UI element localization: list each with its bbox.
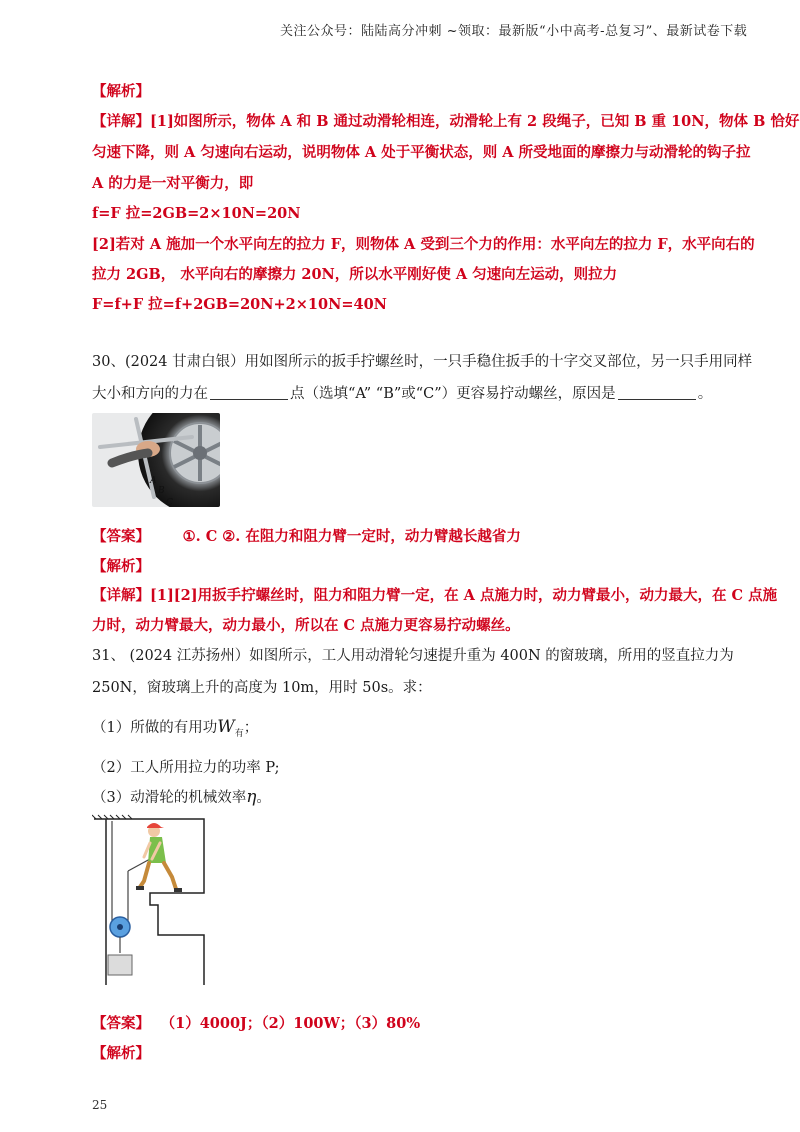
analysis-label: 【解析】 <box>92 558 150 575</box>
pulley-figure <box>92 813 212 985</box>
sub-question-text: 。 <box>256 790 271 806</box>
answer-label: 【答案】 <box>92 528 150 545</box>
analysis-label: 【解析】 <box>92 1045 150 1062</box>
sub-question-1 <box>92 716 258 739</box>
question-31-line2: 250N，窗玻璃上升的高度为 10m，用时 50s。求： <box>92 680 432 696</box>
wrench-figure <box>92 413 220 507</box>
solution-line: F=f+F 拉=f+2GB=20N+2×10N=40N <box>92 296 387 313</box>
sub-question-text: ； <box>243 720 259 736</box>
sub-question-3 <box>92 786 271 807</box>
detail-line: 力时，动力臂最大，动力最小，所以在 C 点施力更容易拧动螺丝。 <box>92 617 520 634</box>
answer-blank-2 <box>618 385 696 400</box>
point-a-label: A <box>150 476 157 486</box>
answer-row-30 <box>92 525 521 546</box>
question-30-line1: 30、(2024 甘肃白银）用如图所示的扳手拧螺丝时，一只手稳住扳手的十字交叉部位，另一只手用同样 <box>92 354 753 370</box>
sub-question-2: （2）工人所用拉力的功率 P; <box>92 760 280 776</box>
question-text: 。 <box>697 386 713 402</box>
sub-question-text: （3）动滑轮的机械效率 <box>92 790 247 806</box>
answer-text: ①. C ②. 在阻力和阻力臂一定时，动力臂越长越省力 <box>182 528 521 545</box>
question-30-line2 <box>92 382 712 403</box>
solution-line: 拉力 2GB， 水平向右的摩擦力 20N，所以水平刚好使 A 匀速向左运动，则拉力 <box>92 266 618 283</box>
sub-question-text: （1）所做的有用功 <box>92 720 218 736</box>
answer-row-31 <box>92 1012 420 1033</box>
page-header: 关注公众号：陆陆高分冲刺 ~领取：最新版“小中高考-总复习”、最新试卷下载 <box>280 24 748 39</box>
answer-text: （1）4000J；（2）100W；（3）80% <box>160 1015 421 1032</box>
solution-line: 匀速下降，则 A 匀速向右运动，说明物体 A 处于平衡状态，则 A 所受地面的摩擦力与动滑轮的钩子拉 <box>92 144 751 161</box>
detail-line: 【详解】[1][2]用扳手拧螺丝时，阻力和阻力臂一定，在 A 点施力时，动力臂最小，动力最大，在 C 点施 <box>92 587 778 604</box>
page-number: 25 <box>92 1098 108 1112</box>
solution-line: A 的力是一对平衡力，即 <box>92 175 254 192</box>
work-symbol: W <box>217 717 235 737</box>
answer-blank-1 <box>210 385 288 400</box>
question-text: 点（选填“A” “B”或“C”）更容易拧动螺丝，原因是 <box>290 386 616 402</box>
solution-line: [2]若对 A 施加一个水平向左的拉力 F，则物体 A 受到三个力的作用：水平向左的拉力 F，水平向右的 <box>92 236 755 253</box>
question-31-line1: 31、 (2024 江苏扬州）如图所示，工人用动滑轮匀速提升重为 400N 的窗玻璃，所用的竖直拉力为 <box>92 648 734 664</box>
point-b-label: B <box>158 486 165 496</box>
work-subscript: 有 <box>234 728 244 739</box>
point-c-label: C <box>166 498 173 507</box>
answer-label: 【答案】 <box>92 1015 150 1032</box>
solution-line: 【详解】[1]如图所示，物体 A 和 B 通过动滑轮相连，动滑轮上有 2 段绳子，已知 B 重 10N，物体 B 恰好 <box>92 113 800 130</box>
solution-line: f=F 拉=2GB=2×10N=20N <box>92 205 301 222</box>
efficiency-symbol: η <box>246 787 257 807</box>
question-text: 大小和方向的力在 <box>92 386 208 402</box>
analysis-label: 【解析】 <box>92 83 150 100</box>
